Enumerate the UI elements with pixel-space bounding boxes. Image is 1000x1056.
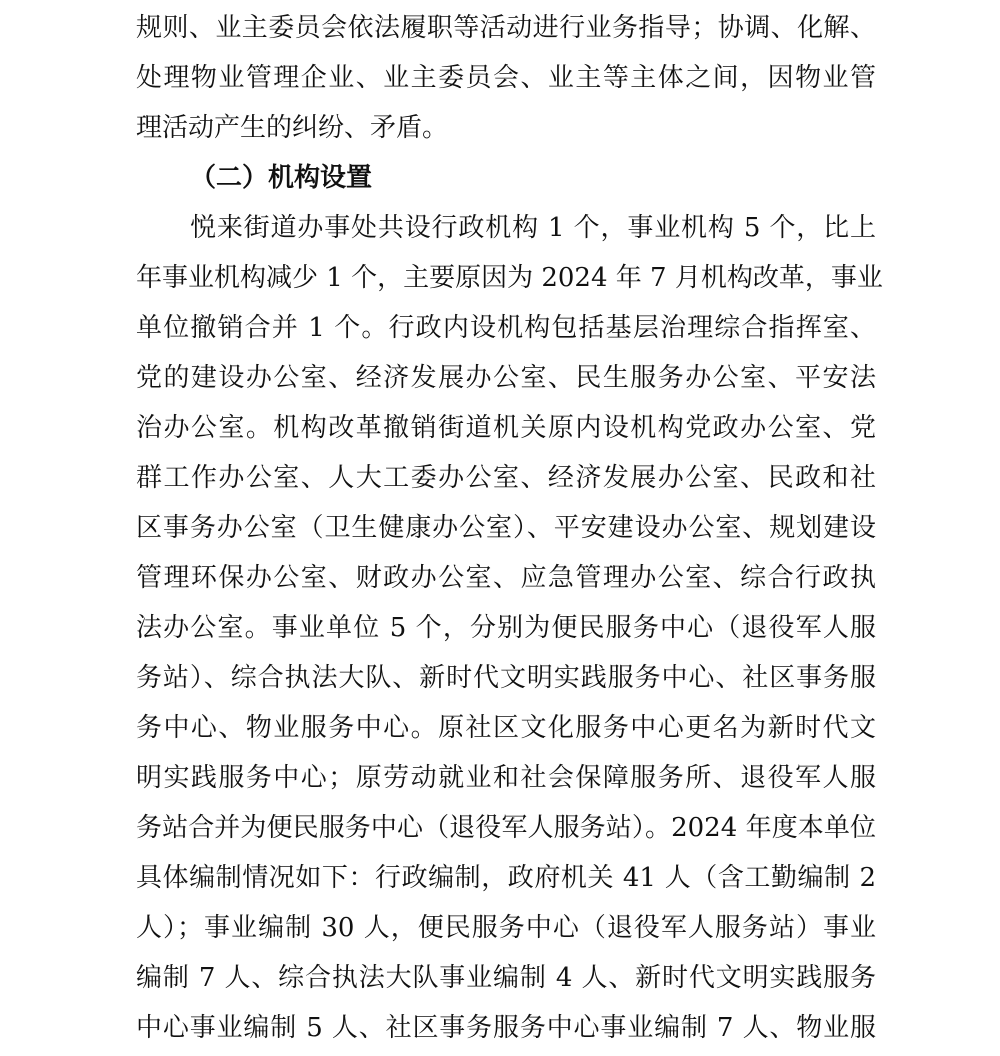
paragraph-line: 具体编制情况如下：行政编制，政府机关 41 人（含工勤编制 2 bbox=[136, 863, 876, 893]
paragraph-line: 理活动产生的纠纷、矛盾。 bbox=[136, 113, 449, 143]
paragraph-line: 管理环保办公室、财政办公室、应急管理办公室、综合行政执 bbox=[136, 563, 876, 593]
paragraph-line: 区事务办公室（卫生健康办公室）、平安建设办公室、规划建设 bbox=[136, 513, 876, 543]
paragraph-line: 编制 7 人、综合执法大队事业编制 4 人、新时代文明实践服务 bbox=[136, 963, 876, 993]
paragraph-line: 单位撤销合并 1 个。行政内设机构包括基层治理综合指挥室、 bbox=[136, 313, 876, 343]
section-heading: （二）机构设置 bbox=[190, 163, 373, 193]
paragraph-line: 群工作办公室、人大工委办公室、经济发展办公室、民政和社 bbox=[136, 463, 876, 493]
paragraph-line: 年事业机构减少 1 个，主要原因为 2024 年 7 月机构改革，事业 bbox=[136, 263, 883, 293]
paragraph-line: 悦来街道办事处共设行政机构 1 个，事业机构 5 个，比上 bbox=[190, 213, 876, 243]
paragraph-line: 明实践服务中心；原劳动就业和社会保障服务所、退役军人服 bbox=[136, 763, 876, 793]
paragraph-line: 中心事业编制 5 人、社区事务服务中心事业编制 7 人、物业服 bbox=[136, 1013, 876, 1043]
paragraph-line: 务中心、物业服务中心。原社区文化服务中心更名为新时代文 bbox=[136, 713, 876, 743]
paragraph-line: 务站）、综合执法大队、新时代文明实践服务中心、社区事务服 bbox=[136, 663, 876, 693]
paragraph-line: 党的建设办公室、经济发展办公室、民生服务办公室、平安法 bbox=[136, 363, 876, 393]
paragraph-line: 规则、业主委员会依法履职等活动进行业务指导；协调、化解、 bbox=[136, 13, 876, 43]
paragraph-line: 法办公室。事业单位 5 个，分别为便民服务中心（退役军人服 bbox=[136, 613, 876, 643]
paragraph-line: 处理物业管理企业、业主委员会、业主等主体之间，因物业管 bbox=[136, 63, 876, 93]
paragraph-line: 人）；事业编制 30 人，便民服务中心（退役军人服务站）事业 bbox=[136, 913, 876, 943]
paragraph-line: 治办公室。机构改革撤销街道机关原内设机构党政办公室、党 bbox=[136, 413, 876, 443]
paragraph-line: 务站合并为便民服务中心（退役军人服务站）。2024 年度本单位 bbox=[136, 813, 876, 843]
